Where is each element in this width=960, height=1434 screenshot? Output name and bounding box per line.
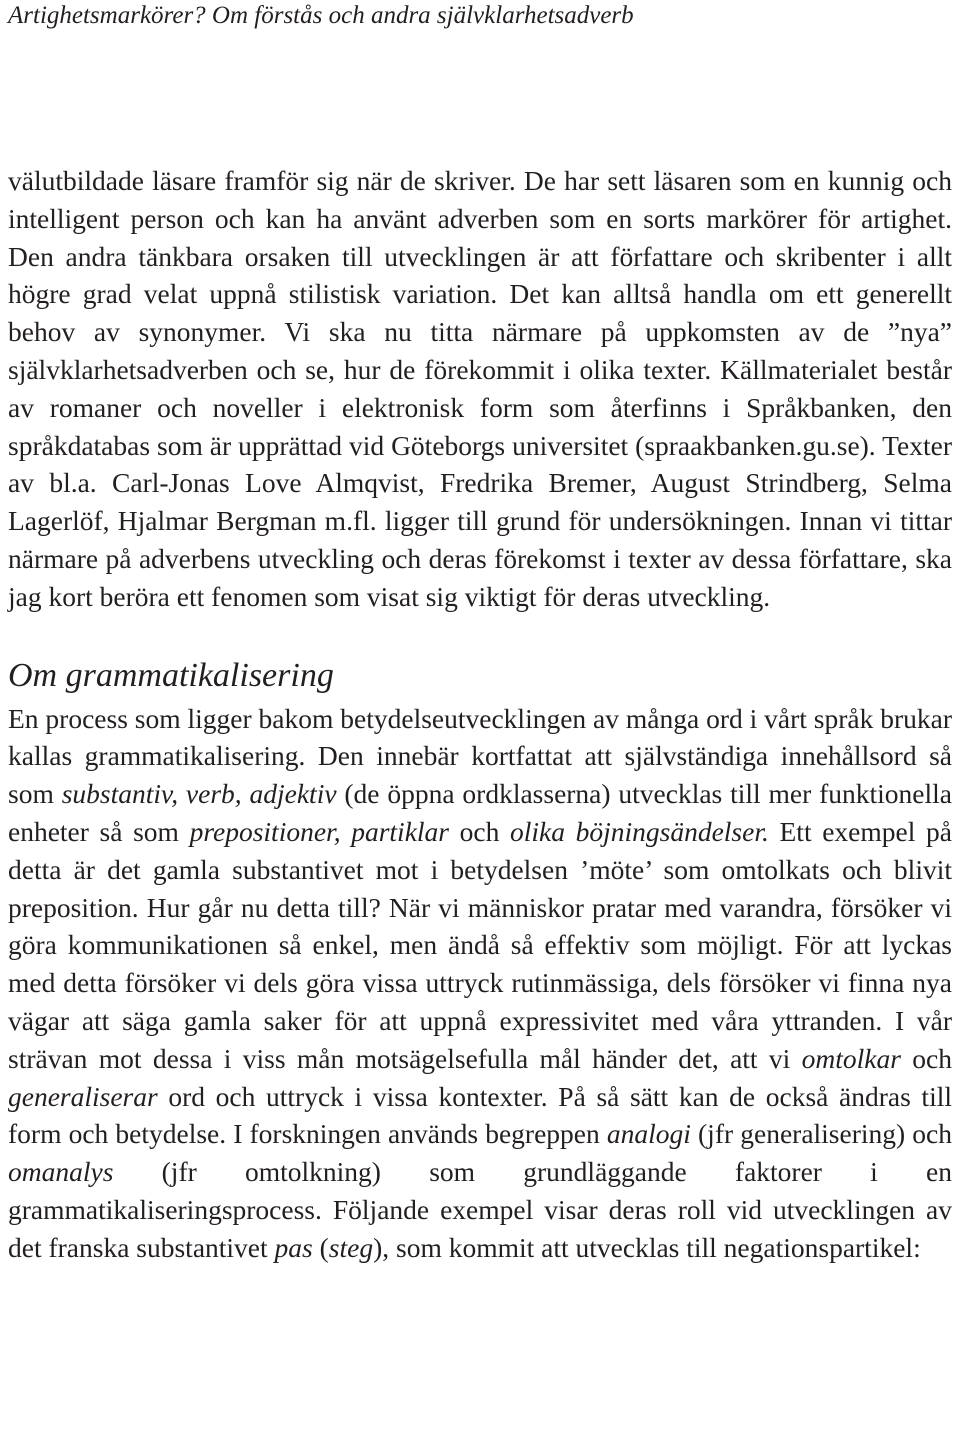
italic-term: prepositioner, partiklar: [189, 815, 449, 847]
italic-term: olika böjningsändelser.: [509, 815, 769, 847]
text-run: och: [449, 815, 510, 847]
body-paragraph-2: [8, 700, 952, 1267]
text-run: (: [312, 1231, 329, 1263]
italic-term: substantiv, verb, adjektiv: [61, 778, 337, 810]
text-run: (jfr generalisering) och: [690, 1118, 952, 1150]
italic-term: analogi: [606, 1118, 691, 1150]
italic-term: steg: [328, 1231, 374, 1263]
text-run: (jfr omtolkning) som grundläggande faktorer i en grammatikaliseringsprocess. Följande exempel visar deras roll vid utvecklingen av det franska substantivet: [8, 1156, 952, 1263]
text-run: Ett exempel på detta är det gamla substantivet mot i betydelsen ’möte’ som omtolkats och blivit preposition. Hur går nu detta till? När vi människor pratar med varandra, försöker vi göra kommunikationen så enkel, men ändå så effektiv som möjligt. För att lyckas med detta försöker vi dels göra vissa uttryck rutinmässiga, dels försöker vi finna nya vägar att säga gamla saker för att uppnå expressivitet med våra yttranden. I vår strävan mot dessa i viss mån motsägelsefulla mål händer det, att vi: [8, 815, 952, 1074]
section-heading: Om grammatikalisering: [8, 656, 334, 694]
text-run: och: [900, 1042, 953, 1074]
page-body: [8, 162, 952, 1267]
text-run: En process som ligger bakom betydelseutvecklingen av många ord i vårt språk brukar kallas grammatikalisering. Den innebär kortfattat att självständiga innehållsord så som: [8, 702, 952, 810]
italic-term: omtolkar: [801, 1042, 901, 1074]
text-run: ), som kommit att utvecklas till negationspartikel:: [373, 1231, 921, 1263]
body-paragraph-1: välutbildade läsare framför sig när de skriver. De har sett läsaren som en kunnig och intelligent person och kan ha använt adverben som en sorts markörer för artighet. Den andra tänkbara orsaken till utvecklingen är att författare och skribenter i allt högre grad velat uppnå stilistisk variation. Det kan alltså handla om ett generellt behov av synonymer. Vi ska nu titta närmare på uppkomsten av de ”nya” självklarhetsadverben och se, hur de förekommit i olika texter. Källmaterialet består av romaner och noveller i elektronisk form som återfinns i Språkbanken, den språkdatabas som är upprättad vid Göteborgs universitet (spraakbanken.gu.se). Texter av bl.a. Carl-Jonas Love Almqvist, Fredrika Bremer, August Strindberg, Selma Lagerlöf, Hjalmar Bergman m.fl. ligger till grund för undersökningen. Innan vi tittar närmare på adverbens utveckling och deras förekomst i texter av dessa författare, ska jag kort beröra ett fenomen som visat sig viktigt för deras utveckling.: [8, 165, 952, 612]
running-head: Artighetsmarkörer? Om förstås och andra självklarhetsadverb: [8, 2, 634, 29]
italic-term: pas: [274, 1231, 313, 1263]
italic-term: omanalys: [8, 1156, 114, 1188]
text-run: (de öppna ordklasserna) utvecklas till mer funktionella enheter så som: [8, 778, 952, 847]
text-run: ord och uttryck i vissa kontexter. På så sätt kan de också ändras till form och betydelse. I forskningen används begreppen: [8, 1080, 952, 1150]
italic-term: generaliserar: [8, 1080, 158, 1112]
